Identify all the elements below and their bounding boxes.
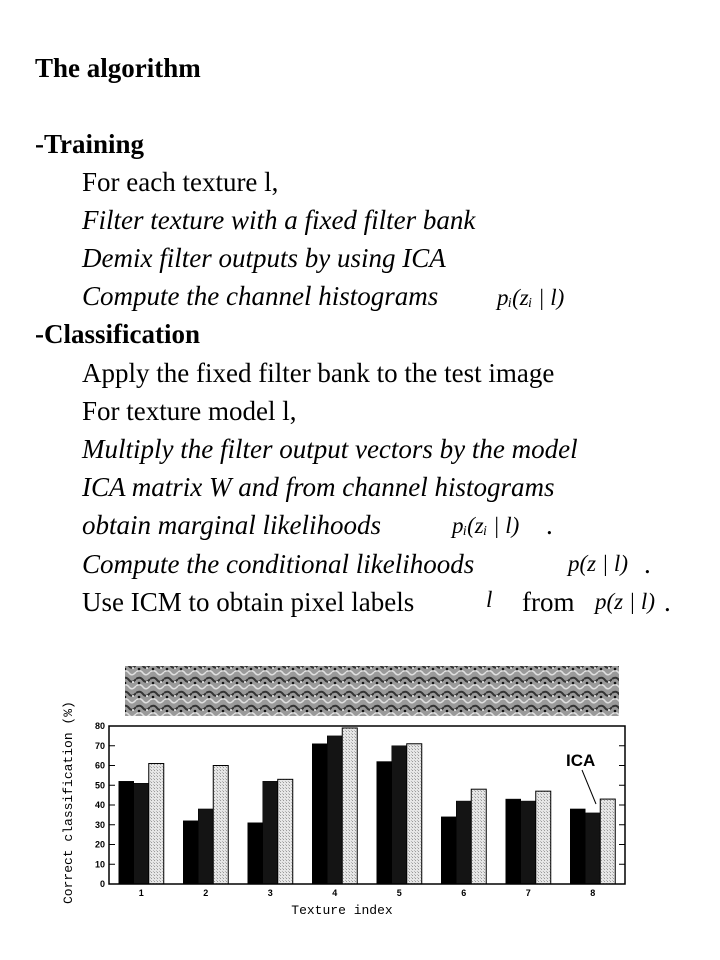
bar-2-7 [521, 801, 536, 884]
bar-3-3 [278, 779, 293, 884]
y-tick-label-7: 70 [94, 740, 105, 751]
bar-3-5 [407, 744, 422, 884]
x-tick-label-1: 1 [138, 888, 144, 898]
x-tick-label-7: 7 [525, 888, 531, 898]
chart-svg [52, 662, 642, 924]
x-tick-label-3: 3 [267, 888, 273, 898]
x-tick-label-5: 5 [396, 888, 402, 898]
marginal-formula: pᵢ(zᵢ | l) [452, 513, 520, 538]
conditional-formula: p(z | l) [568, 551, 628, 576]
classification-step-2: For texture model l, [82, 396, 297, 426]
bar-2-1 [134, 783, 149, 884]
classification-step-6: Compute the conditional likelihoods [82, 549, 475, 579]
bar-3-4 [342, 728, 357, 884]
label-formula: l [486, 587, 493, 612]
classification-step-5: obtain marginal likelihoods [82, 510, 381, 540]
period-2: . [644, 549, 651, 579]
y-tick-label-8: 80 [94, 721, 105, 731]
bar-1-8 [570, 809, 585, 884]
period-3: . [664, 587, 671, 617]
x-tick-label-6: 6 [461, 888, 467, 898]
bar-1-4 [312, 744, 327, 884]
training-step-1: For each texture l, [82, 167, 279, 197]
ica-pointer-line [582, 770, 596, 804]
classification-heading: -Classification [35, 319, 200, 349]
period-1: . [546, 510, 553, 540]
classification-step-1: Apply the fixed filter bank to the test image [82, 358, 555, 388]
x-axis-label: Texture index [291, 903, 393, 918]
classification-step-3: Multiply the filter output vectors by the model [82, 434, 578, 464]
y-tick-label-2: 20 [94, 839, 105, 850]
from-formula: p(z | l) [595, 589, 655, 614]
bar-3-2 [213, 766, 228, 885]
training-step-3: Demix filter outputs by using ICA [82, 243, 446, 273]
bar-3-1 [149, 764, 164, 884]
histogram-formula: pᵢ(zᵢ | l) [497, 285, 565, 310]
bar-1-6 [441, 817, 456, 884]
y-tick-label-3: 30 [94, 819, 105, 830]
bar-2-4 [327, 736, 342, 884]
classification-step-7: Use ICM to obtain pixel labels [82, 587, 415, 617]
training-step-4: Compute the channel histograms [82, 281, 439, 311]
training-heading: -Training [35, 129, 145, 159]
bar-3-7 [536, 791, 551, 884]
bar-1-7 [506, 799, 521, 884]
bar-3-8 [600, 799, 615, 884]
bar-1-5 [377, 762, 392, 884]
bar-3-6 [471, 789, 486, 884]
x-tick-label-2: 2 [203, 888, 209, 898]
y-axis-label: Correct classification (%) [61, 701, 76, 904]
y-tick-label-0: 0 [99, 879, 105, 889]
bar-2-3 [263, 781, 278, 884]
bar-1-1 [119, 781, 134, 884]
bar-2-2 [198, 809, 213, 884]
y-tick-label-4: 40 [94, 800, 105, 810]
x-tick-label-8: 8 [590, 888, 596, 898]
y-tick-label-1: 10 [94, 859, 105, 870]
slide-title: The algorithm [35, 53, 201, 83]
y-tick-label-5: 50 [94, 780, 105, 791]
classification-bar-chart [52, 662, 642, 924]
bar-2-8 [585, 813, 600, 884]
bar-1-2 [183, 821, 198, 884]
bar-1-3 [248, 823, 263, 884]
y-tick-label-6: 60 [94, 760, 105, 771]
bar-2-5 [392, 746, 407, 884]
texture-strip [125, 666, 619, 716]
classification-step-4: ICA matrix W and from channel histograms [82, 472, 555, 502]
bar-2-6 [456, 801, 471, 884]
from-word: from [522, 587, 575, 617]
x-tick-label-4: 4 [332, 888, 338, 898]
training-step-2: Filter texture with a fixed filter bank [82, 205, 476, 235]
ica-annotation: ICA [566, 751, 596, 770]
